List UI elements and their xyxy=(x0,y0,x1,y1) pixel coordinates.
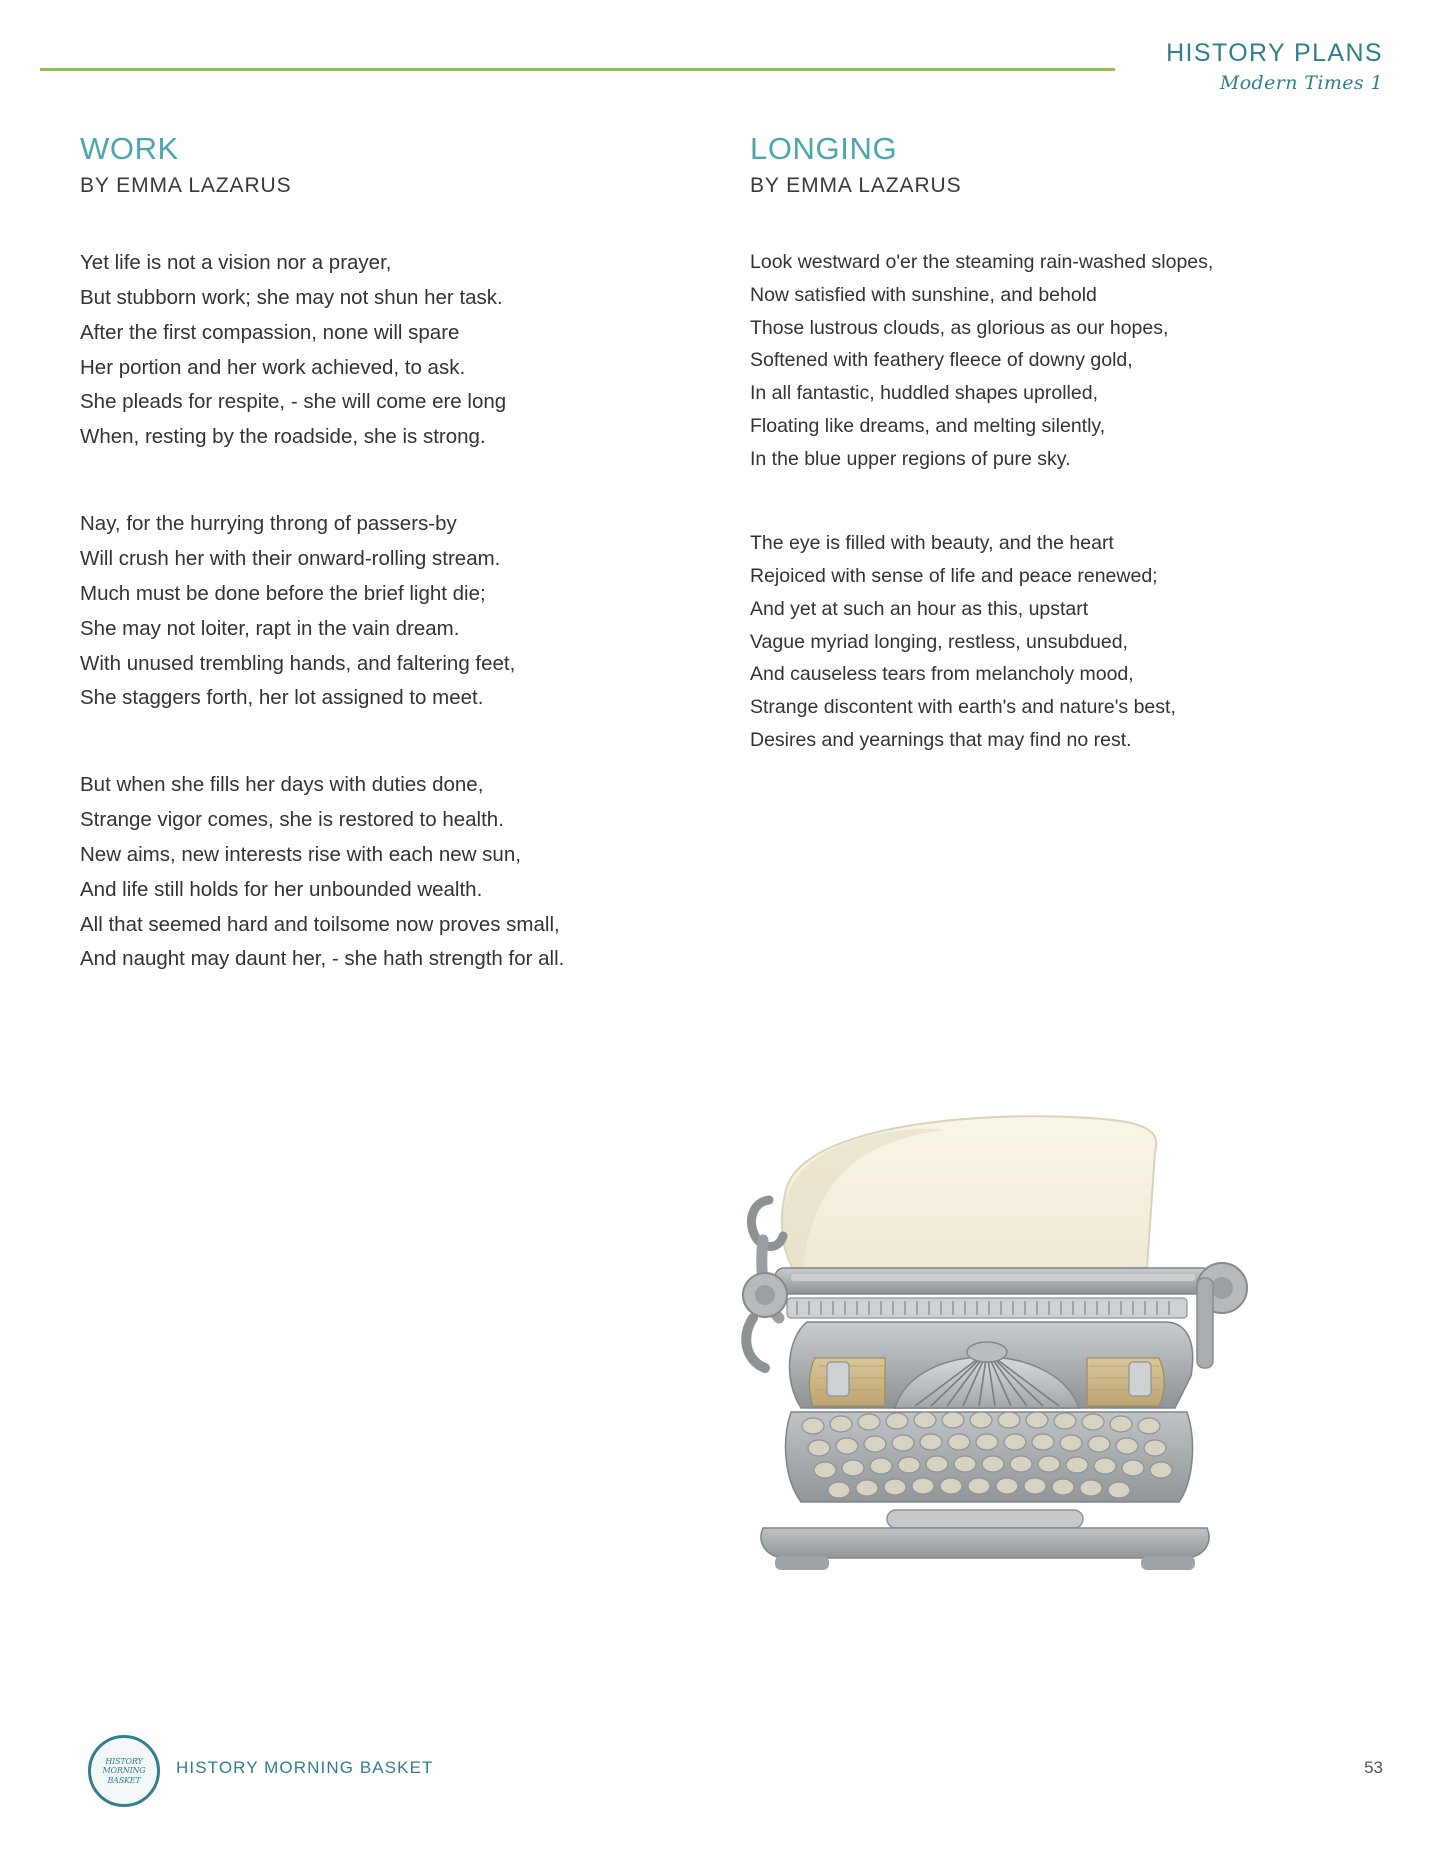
poem-line: Desires and yearnings that may find no rest. xyxy=(750,728,1132,751)
poem-line: With unused trembling hands, and faltering feet, xyxy=(80,651,516,675)
poem-line: And causeless tears from melancholy mood, xyxy=(750,663,1134,686)
stanza xyxy=(80,768,600,977)
header-brand xyxy=(1166,40,1383,94)
poem-line: Floating like dreams, and melting silently, xyxy=(750,414,1106,437)
poem-line: When, resting by the roadside, she is strong. xyxy=(80,425,486,449)
poem-line: Her portion and her work achieved, to ask. xyxy=(80,355,466,379)
stanza xyxy=(750,246,1310,475)
poem-line: She may not loiter, rapt in the vain dream. xyxy=(80,616,460,640)
poem-author-work: BY EMMA LAZARUS xyxy=(80,174,292,198)
page-number: 53 xyxy=(1364,1758,1383,1777)
poem-line: Vague myriad longing, restless, unsubdued, xyxy=(750,630,1128,653)
poem-line: And life still holds for her unbounded wealth. xyxy=(80,877,483,901)
poem-line: But when she fills her days with duties done, xyxy=(80,773,484,797)
poem-line: Yet life is not a vision nor a prayer, xyxy=(80,251,392,275)
brand-subtitle: Modern Times 1 xyxy=(1219,71,1383,94)
poem-line: After the first compassion, none will spare xyxy=(80,320,460,344)
typewriter-illustration xyxy=(735,1090,1315,1590)
poem-author-longing: BY EMMA LAZARUS xyxy=(750,174,962,198)
header-divider xyxy=(40,68,1115,71)
poem-line: She staggers forth, her lot assigned to meet. xyxy=(80,686,484,710)
stanza xyxy=(80,507,600,716)
poem-line: Strange discontent with earth's and nature's best, xyxy=(750,696,1176,719)
poem-line: Nay, for the hurrying throng of passers-by xyxy=(80,512,457,536)
poem-line: Much must be done before the brief light die; xyxy=(80,581,486,605)
poem-title-work: WORK xyxy=(80,131,179,166)
stanza xyxy=(80,246,600,455)
poem-line: New aims, new interests rise with each new sun, xyxy=(80,842,521,866)
poem-line: But stubborn work; she may not shun her task. xyxy=(80,285,503,309)
logo-text: HISTORY MORNING BASKET xyxy=(102,1757,146,1785)
poem-line: Will crush her with their onward-rolling stream. xyxy=(80,547,501,570)
poem-column-left xyxy=(80,132,600,1029)
poem-line: In the blue upper regions of pure sky. xyxy=(750,447,1071,470)
poem-line: The eye is filled with beauty, and the heart xyxy=(750,532,1114,555)
poem-line: Softened with feathery fleece of downy gold, xyxy=(750,349,1133,372)
poem-line: She pleads for respite, - she will come ere long xyxy=(80,390,507,414)
poem-line: Those lustrous clouds, as glorious as our hopes, xyxy=(750,316,1169,339)
poem-line: All that seemed hard and toilsome now proves small, xyxy=(80,912,560,936)
poem-line: And yet at such an hour as this, upstart xyxy=(750,597,1089,620)
poem-line: Look westward o'er the steaming rain-washed slopes, xyxy=(750,251,1214,274)
poem-column-right xyxy=(750,132,1310,809)
footer-label: HISTORY MORNING BASKET xyxy=(176,1758,434,1777)
brand-title: HISTORY PLANS xyxy=(1166,39,1383,67)
poem-line: Strange vigor comes, she is restored to health. xyxy=(80,808,504,832)
poem-line: Now satisfied with sunshine, and behold xyxy=(750,283,1097,306)
history-morning-basket-logo xyxy=(88,1735,160,1807)
poem-title-longing: LONGING xyxy=(750,131,898,166)
poem-line: Rejoiced with sense of life and peace renewed; xyxy=(750,565,1158,588)
stanza xyxy=(750,527,1310,756)
poem-line: In all fantastic, huddled shapes uprolled, xyxy=(750,382,1098,405)
poem-line: And naught may daunt her, - she hath strength for all. xyxy=(80,947,565,971)
